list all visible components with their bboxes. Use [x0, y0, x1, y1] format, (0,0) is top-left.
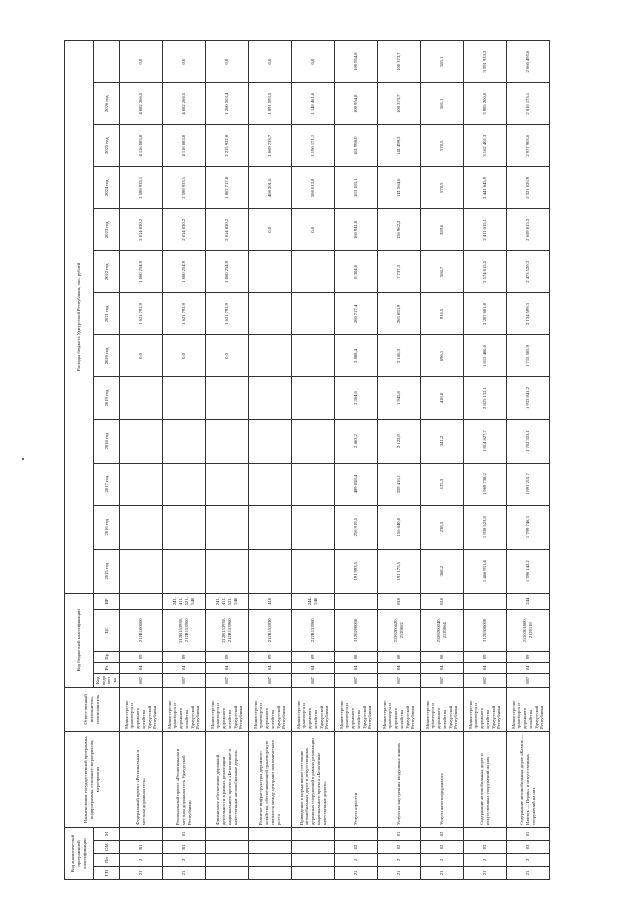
cell-gp: 21	[162, 867, 205, 880]
cell-resp: Министерство транспорта и дорожного хозяйства Удмуртской Республики	[334, 687, 377, 731]
cell-amount: 4 116 083,8	[119, 125, 162, 167]
cell-ved: 887	[377, 673, 420, 687]
cell-amount: 418,8	[420, 377, 463, 419]
cell-amount	[205, 463, 248, 505]
cell-m: 01	[377, 828, 420, 841]
cell-amount: 1 938 523,8	[463, 505, 506, 549]
cell-amount	[248, 377, 291, 419]
cell-pr: 09	[463, 651, 506, 662]
cell-amount: 2 321 626,9	[506, 167, 549, 209]
cell-om: 02	[420, 841, 463, 854]
table-row	[248, 41, 291, 880]
cell-amount: 2 014 830,2	[205, 209, 248, 251]
cell-amount: 1 396 142,2	[506, 549, 549, 593]
cell-amount: 1 945,8	[377, 377, 420, 419]
cell-amount: 1 860 254,9	[205, 251, 248, 293]
cell-rz: 04	[463, 662, 506, 673]
cell-amount: 0,0	[205, 41, 248, 83]
cell-amount: 1 196 171,1	[291, 125, 334, 167]
cell-amount: 2 166,3	[377, 335, 420, 377]
cell-name: Финансовое обеспечение дорожной деятельности в рамках реализации национального проекта «Безопасные и качественные автомобильные дороги»	[205, 731, 248, 827]
cell-amount: 3 591 933,3	[463, 41, 506, 83]
cell-amount: 2 977 903,6	[506, 125, 549, 167]
cell-name: Приведение в нормативное состояние автомобильных дорог и искусственных дорожных сооружений в рамках реализации национального проекта «Безопасные качественные дороги»	[291, 731, 334, 827]
year-header: 2015 год	[94, 549, 120, 593]
cell-amount	[291, 293, 334, 335]
cell-amount	[162, 549, 205, 593]
cell-amount: 578,5	[420, 167, 463, 209]
cell-amount	[205, 377, 248, 419]
table-row	[420, 41, 463, 880]
cell-om: 02	[377, 841, 420, 854]
cell-amount: 1 621 792,9	[119, 293, 162, 335]
cell-amount: 359 416,1	[377, 463, 420, 505]
cell-cs: 212R153930, 212R153960	[205, 609, 248, 651]
cell-amount: 100 954,8	[334, 41, 377, 83]
cell-amount: 0,0	[248, 209, 291, 251]
cell-pp: 2	[377, 854, 420, 867]
cell-amount: 156 962,2	[377, 209, 420, 251]
cell-amount: 4 082 266,5	[119, 83, 162, 125]
cell-om: 03	[463, 841, 506, 854]
cell-amount: 191 175,5	[377, 549, 420, 593]
cell-amount: 1 799 746,3	[506, 505, 549, 549]
cell-pr: 09	[162, 651, 205, 662]
year-header: 2021 год	[94, 293, 120, 335]
cell-m: 02	[420, 828, 463, 841]
col-rz: Рз	[94, 662, 120, 673]
cell-amount: 1 969 738,2	[463, 463, 506, 505]
col-gp: ГП	[94, 867, 120, 880]
cell-amount: 1 815 400,6	[463, 335, 506, 377]
cell-m	[119, 828, 162, 841]
cell-amount	[291, 335, 334, 377]
cell-resp: Министерство транспорта и дорожного хозяйства Удмуртской Республики	[506, 687, 549, 731]
cell-amount: 581,1	[420, 41, 463, 83]
table-row	[205, 41, 248, 880]
cell-pp: 2	[463, 854, 506, 867]
cell-amount: 2 364,6	[334, 377, 377, 419]
cell-vr: 244	[506, 593, 549, 609]
cell-rz: 04	[506, 662, 549, 673]
cell-amount: 7 737,3	[377, 251, 420, 293]
cell-m: 01	[506, 828, 549, 841]
cell-amount: 2 207 601,8	[463, 293, 506, 335]
cell-amount	[119, 505, 162, 549]
year-header-extra	[94, 41, 120, 83]
cell-amount	[248, 251, 291, 293]
cell-amount: 166 941,8	[334, 209, 377, 251]
cell-cs: 2120206040, 2120064	[420, 609, 463, 651]
cell-amount: 3 808,4	[334, 335, 377, 377]
name-header: Наименование государственной программы, подпрограммы, основного мероприятия, мероприятия	[65, 731, 120, 827]
cell-amount: 696,1	[420, 335, 463, 377]
cell-amount: 4 082 266,5	[162, 83, 205, 125]
cell-amount	[119, 549, 162, 593]
cell-rz: 04	[248, 662, 291, 673]
cell-pp: 2	[506, 854, 549, 867]
year-header: 2023 год	[94, 209, 120, 251]
cell-amount: 1 891 593,5	[248, 83, 291, 125]
cell-amount: 1 933 841,2	[506, 377, 549, 419]
cell-pr: 08	[334, 651, 377, 662]
scan-mark	[22, 458, 24, 460]
cell-amount	[291, 419, 334, 463]
year-header: 2017 год	[94, 463, 120, 505]
year-header: 2026 год	[94, 83, 120, 125]
cell-amount	[291, 377, 334, 419]
cell-ved: 887	[119, 673, 162, 687]
cell-cs: 212R153930	[248, 609, 291, 651]
cell-pr: 09	[506, 651, 549, 662]
cell-amount: 256 919,5	[334, 505, 377, 549]
table-row	[162, 41, 205, 880]
cell-amount: 0,0	[291, 41, 334, 83]
cell-m: 01	[162, 828, 205, 841]
expenses-header: Расходы бюджета Удмуртской Республики, тыс. рублей	[65, 41, 94, 594]
table-row	[377, 41, 420, 880]
cell-amount	[162, 419, 205, 463]
cell-m	[334, 828, 377, 841]
cell-amount: 2 134 599,3	[506, 293, 549, 335]
cell-gp: 21	[334, 867, 377, 880]
cell-vr: 241, 411, 521, 540	[205, 593, 248, 609]
cell-amount	[248, 419, 291, 463]
cell-cs: 2120301800, 2120118	[506, 609, 549, 651]
cell-ved: 887	[506, 673, 549, 687]
cell-rz: 04	[291, 662, 334, 673]
cell-amount: 2 598 933,1	[162, 167, 205, 209]
cell-amount: 1 867 717,8	[205, 167, 248, 209]
cell-amount: 1 669 733,7	[248, 125, 291, 167]
cell-gp: 21	[377, 867, 420, 880]
cell-amount	[248, 505, 291, 549]
cell-amount: 586 013,8	[291, 167, 334, 209]
cell-amount: 141 499,5	[377, 125, 420, 167]
cell-ved: 887	[248, 673, 291, 687]
cell-gp	[205, 867, 248, 880]
table-row	[291, 41, 334, 880]
cell-amount: 0,0	[119, 41, 162, 83]
cell-name: Услуги аэросети	[334, 731, 377, 827]
cell-amount: 3 162 402,3	[463, 125, 506, 167]
cell-amount: 916,5	[420, 293, 463, 335]
cell-pr: 08	[420, 651, 463, 662]
cell-om	[291, 841, 334, 854]
cell-amount	[205, 549, 248, 593]
cell-name: Содержание автомобильных дорог «Казань — Ижевск — Пермь» и искусственных сооружений на них	[506, 731, 549, 827]
cell-amount: 581,1	[420, 83, 463, 125]
cell-amount: 181 996,0	[334, 125, 377, 167]
table-row	[119, 41, 162, 880]
cell-amount: 2 659 815,3	[506, 209, 549, 251]
class-group-header: Код аналитической программной классификации	[65, 828, 94, 880]
cell-pr: 09	[291, 651, 334, 662]
cell-pr: 08	[377, 651, 420, 662]
cell-amount: 2 014 830,2	[162, 209, 205, 251]
table-row	[506, 41, 549, 880]
cell-amount	[119, 377, 162, 419]
cell-ved: 887	[291, 673, 334, 687]
cell-vr: 810	[420, 593, 463, 609]
cell-amount: 0,0	[248, 41, 291, 83]
year-header: 2022 год	[94, 251, 120, 293]
cell-resp: Министерство транспорта и дорожного хозяйства Удмуртской Республики	[205, 687, 248, 731]
cell-amount	[205, 419, 248, 463]
cell-vr: 244, 540	[291, 593, 334, 609]
cell-om: 02	[334, 841, 377, 854]
cell-amount: 2 825 132,1	[463, 377, 506, 419]
cell-om: 03	[506, 841, 549, 854]
cell-ved: 887	[205, 673, 248, 687]
cell-gp	[248, 867, 291, 880]
cell-name: Содержание автомобильных дорог и искусственных сооружений на них	[463, 731, 506, 827]
cell-pp: 2	[119, 854, 162, 867]
cell-amount: 2 574 615,5	[463, 251, 506, 293]
cell-vr: 810	[377, 593, 420, 609]
budget-class-header: Код бюджетной классификации	[65, 593, 94, 687]
cell-m	[248, 828, 291, 841]
cell-resp: Министерство транспорта и дорожного хозяйства Удмуртской Республики	[291, 687, 334, 731]
cell-name: Региональный проект «Региональная и местная дорожная сеть Удмуртской Республики»	[162, 731, 205, 827]
cell-amount	[119, 419, 162, 463]
cell-resp: Министерство транспорта и дорожного хозяйства Удмуртской Республики	[420, 687, 463, 731]
col-m: М	[94, 828, 120, 841]
cell-gp: 21	[119, 867, 162, 880]
cell-amount	[291, 251, 334, 293]
cell-amount: 4 116 083,8	[162, 125, 205, 167]
cell-amount: 0,0	[205, 335, 248, 377]
cell-amount: 0,0	[162, 41, 205, 83]
cell-amount: 1 621 792,9	[205, 293, 248, 335]
cell-amount: 2 463,2	[334, 419, 377, 463]
cell-rz: 04	[420, 662, 463, 673]
year-header: 2025 год	[94, 125, 120, 167]
cell-om: R1	[162, 841, 205, 854]
cell-amount: 8 304,0	[334, 251, 377, 293]
cell-resp: Министерство транспорта и дорожного хозяйства Удмуртской Республики	[248, 687, 291, 731]
cell-name: Услуги железнодорожного	[420, 731, 463, 827]
cell-cs: 212R100000	[119, 609, 162, 651]
cell-rz: 04	[205, 662, 248, 673]
col-pp: Пп	[94, 854, 120, 867]
cell-amount: 368,2	[420, 549, 463, 593]
cell-amount: 1 260 563,4	[205, 83, 248, 125]
budget-table	[64, 40, 550, 880]
cell-amount	[248, 463, 291, 505]
cell-amount: 341,2	[420, 419, 463, 463]
cell-amount: 2 473 529,3	[506, 251, 549, 293]
year-header: 2019 год	[94, 377, 120, 419]
cell-amount	[248, 293, 291, 335]
cell-rz: 04	[334, 662, 377, 673]
cell-m	[463, 828, 506, 841]
cell-cs: 212R153960	[291, 609, 334, 651]
cell-amount: 163 183,1	[334, 167, 377, 209]
cell-amount: 266 717,4	[334, 293, 377, 335]
cell-amount: 1 860 254,9	[119, 251, 162, 293]
cell-amount	[162, 505, 205, 549]
cell-amount: 2 598 933,1	[119, 167, 162, 209]
cell-gp	[291, 867, 334, 880]
cell-gp: 21	[420, 867, 463, 880]
cell-amount: 468 201,6	[248, 167, 291, 209]
year-header: 2024 год	[94, 167, 120, 209]
cell-om	[248, 841, 291, 854]
cell-resp: Министерство транспорта и дорожного хозяйства Удмуртской Республики	[119, 687, 162, 731]
cell-amount: 125,3	[420, 463, 463, 505]
cell-pp: 2	[162, 854, 205, 867]
col-ved: Код ведомства	[94, 673, 120, 687]
cell-m	[291, 828, 334, 841]
cell-cs: 2120300000	[463, 609, 506, 651]
cell-resp: Министерство транспорта и дорожного хозяйства Удмуртской Республики	[377, 687, 420, 731]
year-header: 2016 год	[94, 505, 120, 549]
cell-vr: 410	[248, 593, 291, 609]
cell-amount: 0,0	[162, 335, 205, 377]
col-cs: ЦС	[94, 609, 120, 651]
cell-rz: 04	[377, 662, 420, 673]
col-vr: ВР	[94, 593, 120, 609]
cell-amount: 1 891 215,7	[506, 463, 549, 505]
cell-cs: 212R153930, 212R153960	[162, 609, 205, 651]
cell-pp	[205, 854, 248, 867]
cell-amount	[119, 463, 162, 505]
col-pr: Пр	[94, 651, 120, 662]
cell-ved: 887	[162, 673, 205, 687]
cell-ved: 887	[334, 673, 377, 687]
cell-amount	[248, 549, 291, 593]
cell-gp: 21	[463, 867, 506, 880]
cell-vr	[119, 593, 162, 609]
cell-amount: 1 621 792,9	[162, 293, 205, 335]
year-header: 2018 год	[94, 419, 120, 463]
year-header: 2020 год	[94, 335, 120, 377]
cell-amount: 2 666 495,6	[506, 41, 549, 83]
cell-name: Развитие инфраструктуры дорожного хозяйства, обеспечивающей транспортную связность между центрами экономического роста	[248, 731, 291, 827]
cell-amount	[291, 463, 334, 505]
cell-resp: Министерство транспорта и дорожного хозяйства Удмуртской Республики	[463, 687, 506, 731]
cell-m	[205, 828, 248, 841]
cell-om	[205, 841, 248, 854]
cell-amount: 2 816 175,1	[506, 83, 549, 125]
cell-amount	[291, 505, 334, 549]
cell-pr: 09	[119, 651, 162, 662]
cell-pp: 2	[420, 854, 463, 867]
cell-amount: 0,0	[291, 209, 334, 251]
cell-amount: 2 014 830,2	[119, 209, 162, 251]
cell-cs: 2120200000	[334, 609, 377, 651]
cell-amount: 1 466 931,4	[463, 549, 506, 593]
cell-resp: Министерство транспорта и дорожного хозяйства Удмуртской Республики	[162, 687, 205, 731]
cell-amount: 2 441 645,9	[463, 167, 506, 209]
cell-amount: 156 640,0	[377, 505, 420, 549]
cell-amount: 0,0	[119, 335, 162, 377]
cell-amount: 1 148 461,6	[291, 83, 334, 125]
cell-amount	[291, 549, 334, 593]
cell-pp: 2	[334, 854, 377, 867]
cell-amount: 1 860 254,9	[162, 251, 205, 293]
cell-amount: 489 058,4	[334, 463, 377, 505]
table-row	[334, 41, 377, 880]
responsible-header: Ответственный исполнитель, соисполнитель	[65, 687, 120, 731]
cell-vr	[334, 593, 377, 609]
cell-amount: 359,6	[420, 209, 463, 251]
cell-om: R1	[119, 841, 162, 854]
cell-pp	[248, 854, 291, 867]
rotated-table-wrapper	[64, 40, 556, 880]
cell-amount: 1 814 827,7	[463, 419, 506, 463]
cell-amount	[205, 505, 248, 549]
cell-amount: 1 715 505,9	[506, 335, 549, 377]
cell-pp	[291, 854, 334, 867]
cell-amount: 2 122,0	[377, 419, 420, 463]
cell-amount	[248, 335, 291, 377]
cell-amount: 100 954,8	[334, 83, 377, 125]
cell-pr: 09	[205, 651, 248, 662]
cell-vr: 241, 411, 521, 540	[162, 593, 205, 609]
cell-amount: 3 985 200,0	[463, 83, 506, 125]
cell-amount	[162, 377, 205, 419]
cell-amount	[162, 463, 205, 505]
cell-amount: 191 993,5	[334, 549, 377, 593]
cell-amount: 100 373,7	[377, 83, 420, 125]
cell-amount: 238,3	[420, 505, 463, 549]
cell-name: Услуги на внутренних воздушных линиях	[377, 731, 420, 827]
cell-amount: 2 411 015,1	[463, 209, 506, 251]
cell-amount: 141 564,6	[377, 167, 420, 209]
table-row	[463, 41, 506, 880]
cell-amount: 1 702 353,1	[506, 419, 549, 463]
cell-amount: 100 373,7	[377, 41, 420, 83]
col-om: ОМ	[94, 841, 120, 854]
cell-pr: 09	[248, 651, 291, 662]
cell-gp: 21	[506, 867, 549, 880]
cell-amount: 2 215 922,8	[205, 125, 248, 167]
cell-amount: 578,5	[420, 125, 463, 167]
cell-amount: 265 853,9	[377, 293, 420, 335]
cell-vr	[463, 593, 506, 609]
cell-amount: 566,7	[420, 251, 463, 293]
cell-cs: 2120206620, 2120062	[377, 609, 420, 651]
cell-name: Федеральный проект «Региональная и местная дорожная сеть»	[119, 731, 162, 827]
cell-ved: 887	[420, 673, 463, 687]
cell-ved: 887	[463, 673, 506, 687]
cell-rz: 04	[119, 662, 162, 673]
cell-rz: 04	[162, 662, 205, 673]
